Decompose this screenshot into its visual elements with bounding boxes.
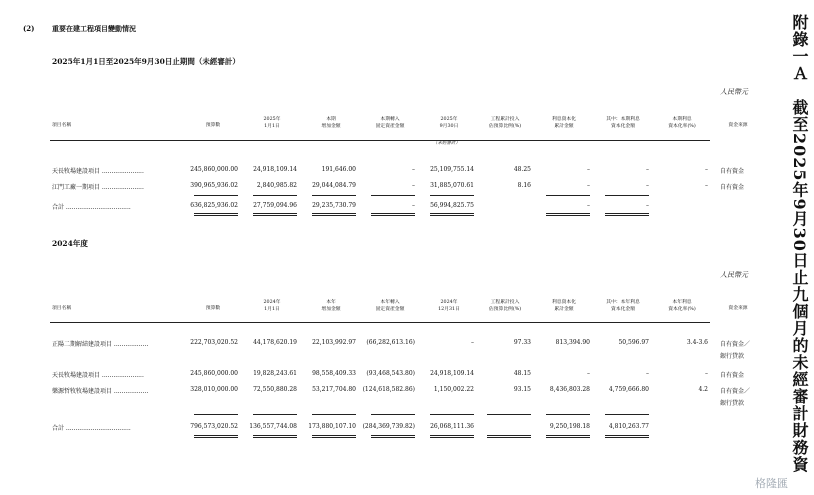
cell-capcur: 50,596.97 [618, 339, 649, 346]
cell-cap: – [587, 202, 590, 209]
column-header: 資金來源 [728, 123, 748, 128]
cell-transfer: – [412, 202, 415, 209]
subtotal-rule [371, 414, 415, 415]
section-number: (2) [23, 24, 35, 33]
cell-open: 24,918,109.14 [253, 166, 297, 173]
total-double-rule [546, 437, 590, 438]
total-double-rule [430, 215, 474, 216]
subtotal-rule [253, 414, 297, 415]
column-header: 項目名稱 [52, 123, 72, 128]
column-header: 預算數 [205, 123, 221, 128]
cell-open: 2,840,985.82 [256, 182, 297, 189]
total-double-rule [546, 215, 590, 216]
cell-rate: 4.2 [698, 386, 708, 393]
column-header: 其中：本期利息 資本化金額 [606, 117, 640, 129]
subtotal-rule [194, 414, 238, 415]
column-header: 2025年 1月1日 [263, 117, 281, 129]
column-header: 項目名稱 [52, 306, 72, 311]
subtotal-rule [371, 195, 415, 196]
column-header: 預算數 [205, 306, 221, 311]
total-double-rule [194, 437, 238, 438]
cell-close: 25,109,755.14 [430, 166, 474, 173]
total-double-rule [312, 215, 356, 216]
column-header: 本期轉入 固定資產金額 [375, 117, 405, 129]
cell-open: 19,828,243.61 [253, 370, 297, 377]
subtotal-rule [194, 195, 238, 196]
cell-close: – [471, 339, 474, 346]
subtotal-rule [605, 414, 649, 415]
subtotal-rule [312, 195, 356, 196]
period-title: 2025年1月1日至2025年9月30日止期間（未經審計） [52, 57, 240, 66]
table2-header-rule [50, 322, 710, 323]
row-label: 正陽二期解結建設項目 .................. [52, 341, 149, 348]
cell-cap: 8,436,803.28 [549, 386, 590, 393]
cell-capcur: 4,810,263.77 [608, 423, 649, 430]
cell-budget: 390,965,936.02 [190, 182, 238, 189]
row-label: 天長牧場建設項目 ...................... [52, 168, 144, 175]
total-double-rule [312, 213, 356, 214]
cell-budget: 222,703,020.52 [190, 339, 238, 346]
column-header: 本期利息 資本化率(%) [668, 117, 696, 129]
cell-open: 136,557,744.08 [249, 423, 297, 430]
year-title: 2024年度 [52, 239, 88, 248]
total-double-rule [605, 435, 649, 436]
column-header: 2025年 9月30日 [439, 117, 459, 129]
total-double-rule [371, 437, 415, 438]
cell-add: 173,880,107.10 [308, 423, 356, 430]
cell-budget: 636,825,936.02 [190, 202, 238, 209]
total-double-rule [194, 435, 238, 436]
total-double-rule [253, 215, 297, 216]
column-header: 2024年 12月31日 [438, 300, 460, 312]
subtotal-rule [312, 414, 356, 415]
cell-capcur: – [646, 182, 649, 189]
cell-cap: – [587, 182, 590, 189]
total-double-rule [312, 437, 356, 438]
section-title: 重要在建工程項目變動情況 [52, 24, 136, 33]
total-double-rule [605, 437, 649, 438]
watermark-logo: 格隆匯 [755, 477, 788, 490]
cell-source: 自有資金 [720, 372, 745, 379]
cell-ratio: 8.16 [517, 182, 531, 189]
subtotal-rule [546, 195, 590, 196]
cell-add: 53,217,704.80 [312, 386, 356, 393]
cell-cap: 813,394.90 [555, 339, 590, 346]
subtotal-rule [430, 195, 474, 196]
cell-add: 29,044,084.79 [312, 182, 356, 189]
cell-close: 31,885,070.61 [430, 182, 474, 189]
row-label: 合計 .................................. [52, 204, 131, 211]
total-double-rule [312, 435, 356, 436]
subtotal-rule [487, 414, 531, 415]
cell-capcur: 4,759,666.80 [608, 386, 649, 393]
cell-ratio: 97.33 [513, 339, 531, 346]
cell-rate: – [705, 182, 708, 189]
cell-add: 191,646.00 [321, 166, 356, 173]
total-double-rule [371, 215, 415, 216]
column-header: 本年轉入 固定資產金額 [375, 300, 405, 312]
row-label: 合計 .................................. [52, 425, 131, 432]
cell-ratio: 48.15 [513, 370, 531, 377]
cell-transfer: (93,468,543.80) [366, 370, 415, 377]
total-double-rule [253, 213, 297, 214]
total-double-rule [430, 435, 474, 436]
total-double-rule [430, 213, 474, 214]
cell-open: 72,550,880.28 [253, 386, 297, 393]
cell-transfer: – [412, 182, 415, 189]
cell-capcur: – [646, 202, 649, 209]
subtotal-rule [605, 195, 649, 196]
cell-budget: 796,573,020.52 [190, 423, 238, 430]
row-label: 江門工廠一期項目 ...................... [52, 184, 144, 191]
cell-source: 自有資金 [720, 168, 745, 175]
row-label: 天長牧場建設項目 ...................... [52, 372, 144, 379]
total-double-rule [487, 437, 531, 438]
cell-close: 1,150,002.22 [433, 386, 474, 393]
subtotal-rule [430, 414, 474, 415]
subtotal-rule [546, 414, 590, 415]
total-double-rule [194, 215, 238, 216]
cell-budget: 245,860,000.00 [190, 166, 238, 173]
column-header: 工程累計投入 佔預算比例(%) [488, 300, 522, 312]
column-header: 利息資本化 累計金額 [552, 117, 576, 129]
cell-source-2: 銀行貸款 [720, 353, 745, 360]
total-double-rule [430, 437, 474, 438]
column-header: 利息資本化 累計金額 [552, 300, 576, 312]
cell-cap: – [587, 166, 590, 173]
total-double-rule [487, 435, 531, 436]
column-header: 本年利息 資本化率(%) [668, 300, 696, 312]
side-appendix-label: 附錄一Ａ 截至2025年9月30日止九個月的未經審計財務資 [790, 14, 809, 473]
cell-transfer: (66,282,613.16) [366, 339, 415, 346]
total-double-rule [253, 435, 297, 436]
total-double-rule [253, 437, 297, 438]
total-double-rule [605, 213, 649, 214]
currency-label-1: 人民幣元 [720, 88, 748, 96]
cell-close: 24,918,109.14 [430, 370, 474, 377]
cell-add: 29,235,730.79 [312, 202, 356, 209]
cell-transfer: (284,369,739.82) [362, 423, 415, 430]
total-double-rule [371, 435, 415, 436]
column-header: 其中：本年利息 資本化金額 [606, 300, 640, 312]
cell-ratio: 93.15 [513, 386, 531, 393]
cell-rate: 3.4-3.6 [686, 339, 708, 346]
currency-label-2: 人民幣元 [720, 271, 748, 279]
cell-source: 自有資金／ [720, 341, 751, 348]
total-double-rule [371, 213, 415, 214]
total-double-rule [546, 213, 590, 214]
cell-add: 98,558,409.33 [312, 370, 356, 377]
cell-ratio: 48.25 [513, 166, 531, 173]
table1-header-rule [50, 140, 710, 141]
cell-rate: – [705, 370, 708, 377]
row-label: 樂源哲牧牧場建設項目 .................. [52, 388, 149, 395]
total-double-rule [194, 213, 238, 214]
cell-budget: 328,010,000.00 [190, 386, 238, 393]
subtotal-rule [253, 195, 297, 196]
cell-open: 27,759,094.96 [253, 202, 297, 209]
unaudited-note: （未經審計） [433, 141, 460, 146]
column-header: 本年 增加金額 [321, 300, 341, 312]
cell-source: 自有資金／ [720, 388, 751, 395]
cell-add: 22,103,992.97 [312, 339, 356, 346]
cell-budget: 245,860,000.00 [190, 370, 238, 377]
column-header: 2024年 1月1日 [263, 300, 281, 312]
cell-close: 56,994,825.75 [430, 202, 474, 209]
cell-capcur: – [646, 370, 649, 377]
total-double-rule [605, 215, 649, 216]
cell-transfer: (124,618,582.86) [362, 386, 415, 393]
cell-close: 26,068,111.36 [430, 423, 474, 430]
cell-cap: 9,250,198.18 [549, 423, 590, 430]
cell-source: 自有資金 [720, 184, 745, 191]
cell-transfer: – [412, 166, 415, 173]
total-double-rule [546, 435, 590, 436]
cell-source-2: 銀行貸款 [720, 400, 745, 407]
column-header: 本期 增加金額 [321, 117, 341, 129]
column-header: 資金來源 [728, 306, 748, 311]
cell-open: 44,178,620.19 [253, 339, 297, 346]
cell-capcur: – [646, 166, 649, 173]
column-header: 工程累計投入 佔預算比例(%) [488, 117, 522, 129]
cell-rate: – [705, 166, 708, 173]
cell-cap: – [587, 370, 590, 377]
